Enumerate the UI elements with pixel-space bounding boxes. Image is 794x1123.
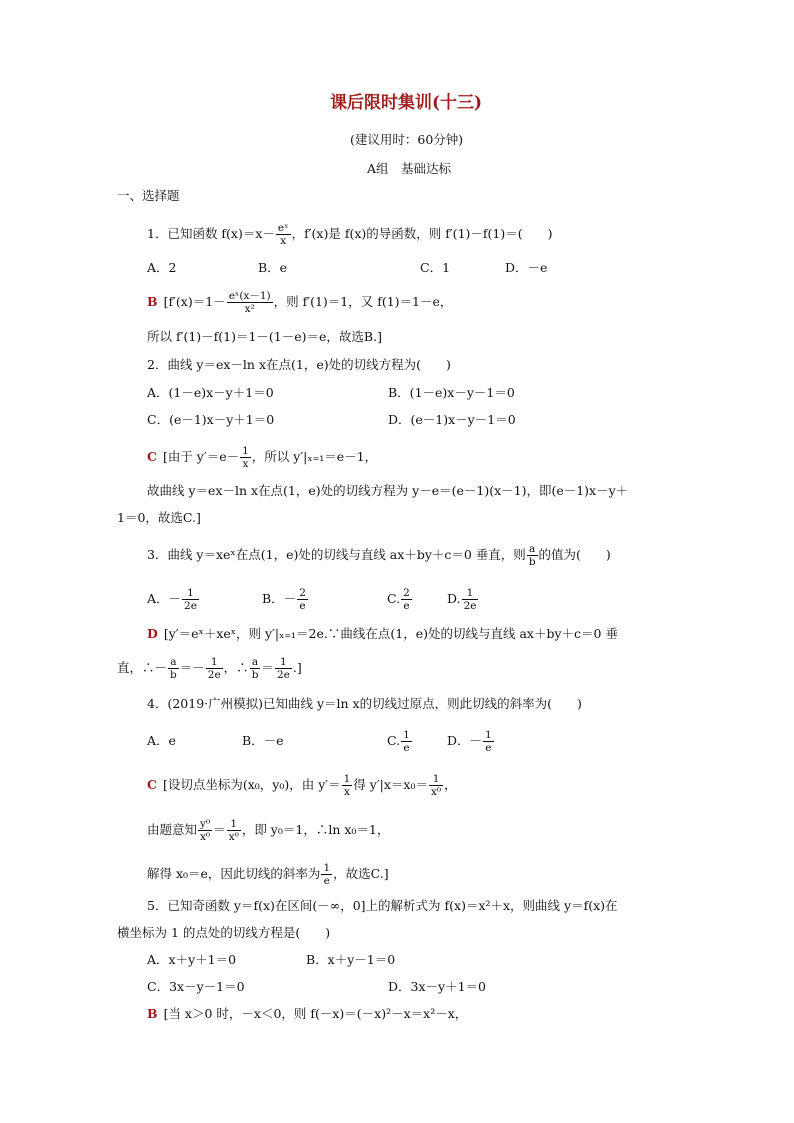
q4-answer-line3: 解得 x₀＝e，因此切线的斜率为 $\frac{1}{e}$ ，故选C.] <box>147 862 389 887</box>
q5-stem-line2: 横坐标为 1 的点处的切线方程是( ) <box>117 925 331 940</box>
q5-answer: B [当 x＞0 时，－x＜0，则 f(－x)＝(－x)²－x＝x²－x， <box>147 1006 468 1021</box>
q2-answer-fraction: $\frac{1}{x}$ <box>242 445 249 470</box>
q3-answer-letter: D <box>147 626 158 641</box>
q2-answer-line3: 1＝0，故选C.] <box>117 510 201 525</box>
q2-option-a: A．(1－e)x－y＋1＝0 <box>147 385 274 400</box>
q3-stem: 3．曲线 y＝xeˣ在点(1，e)处的切线与直线 ax＋by＋c＝0 垂直，则 $\frac{a}{b}$ 的值为( ) <box>147 543 611 568</box>
q3-answer-line2: 直，∴－ $\frac{a}{b}$ ＝－ $\frac{1}{2e}$ ，∴ $\frac{a}{b}$ ＝ $\frac{1}{2e}$ .] <box>117 656 302 681</box>
q1-fraction: $\frac{\text{eˣ}}{x}$ <box>277 222 289 247</box>
q1-answer-letter: B <box>147 294 158 309</box>
q2-answer: C [由于 y′＝e－ $\frac{1}{x}$ ，所以 y′|ₓ₌₁＝e－1， <box>147 445 378 470</box>
q4-answer-letter: C <box>147 777 157 792</box>
q4-option-a: A．e <box>147 733 176 748</box>
q2-option-b: B．(1－e)x－y－1＝0 <box>388 385 515 400</box>
q2-option-c: C．(e－1)x－y＋1＝0 <box>147 412 275 427</box>
q1-answer: B [f′(x)＝1－ $\frac{\text{eˣ(x－1)}}{\text{x²}}$ ，则 f′(1)＝1，又 f(1)＝1－e， <box>147 290 453 315</box>
q2-stem: 2．曲线 y＝ex－ln x在点(1，e)处的切线方程为( ) <box>147 357 451 372</box>
q3-option-b: B．－ $\frac{2}{e}$ <box>262 587 306 612</box>
q1-stem: 1．已知函数 f(x)＝x－ $\frac{\text{eˣ}}{x}$ ，f′(x)是 f(x)的导函数，则 f′(1)－f(1)＝( ) <box>147 222 553 247</box>
q4-option-b: B．－e <box>242 733 284 748</box>
section-heading: 一、选择题 <box>117 188 180 203</box>
q1-option-d: D．－e <box>505 260 548 275</box>
group-heading: A组 基础达标 <box>367 161 452 176</box>
time-hint: (建议用时：60分钟) <box>350 132 464 147</box>
q4-answer-line2: 由题意知 $\frac{\text{y⁰}}{\text{x⁰}}$ ＝ $\frac{1}{\text{x⁰}}$ ，即 y₀＝1，∴ln x₀＝1， <box>147 818 390 843</box>
q5-option-b: B．x＋y－1＝0 <box>306 952 396 967</box>
q5-option-c: C．3x－y－1＝0 <box>147 979 245 994</box>
q4-stem: 4．(2019·广州模拟)已知曲线 y＝ln x的切线过原点，则此切线的斜率为( ) <box>147 696 582 711</box>
q2-option-d: D．(e－1)x－y－1＝0 <box>388 412 516 427</box>
q3-option-c: C. $\frac{2}{e}$ <box>387 587 410 612</box>
q3-answer: D [y′＝eˣ＋xeˣ，则 y′|ₓ₌₁＝2e.∵曲线在点(1，e)处的切线与直线 ax＋by＋c＝0 垂 <box>147 626 618 641</box>
q1-option-a: A．2 <box>147 260 177 275</box>
page-title: 课后限时集训(十三) <box>330 93 483 113</box>
q5-answer-letter: B <box>147 1006 158 1021</box>
q3-option-a: A．－ $\frac{1}{2e}$ <box>147 587 197 612</box>
q4-option-c: C. $\frac{1}{e}$ <box>387 729 410 754</box>
q1-option-c: C．1 <box>420 260 451 275</box>
q3-option-d: D. $\frac{1}{2e}$ <box>447 587 477 612</box>
q4-option-d: D．－ $\frac{1}{e}$ <box>447 729 492 754</box>
q1-answer-fraction: $\frac{\text{eˣ(x－1)}}{\text{x²}}$ <box>228 290 271 315</box>
q5-option-a: A．x＋y＋1＝0 <box>147 952 237 967</box>
q2-answer-letter: C <box>147 449 157 464</box>
q3-fraction: $\frac{a}{b}$ <box>528 543 536 568</box>
q2-answer-line2: 故曲线 y＝ex－ln x在点(1，e)处的切线方程为 y－e＝(e－1)(x－1)，即(e－1)x－y＋ <box>147 483 629 498</box>
q1-option-b: B．e <box>258 260 288 275</box>
q1-answer-line2: 所以 f′(1)－f(1)＝1－(1－e)＝e，故选B.] <box>147 329 382 344</box>
q4-answer: C [设切点坐标为(x₀，y₀)，由 y′＝ $\frac{1}{x}$ 得 y′|x＝x₀＝ $\frac{1}{\text{x⁰}}$ ， <box>147 773 457 798</box>
q5-stem-line1: 5．已知奇函数 y＝f(x)在区间(－∞，0]上的解析式为 f(x)＝x²＋x，则曲线 y＝f(x)在 <box>147 898 618 913</box>
q5-option-d: D．3x－y＋1＝0 <box>388 979 486 994</box>
